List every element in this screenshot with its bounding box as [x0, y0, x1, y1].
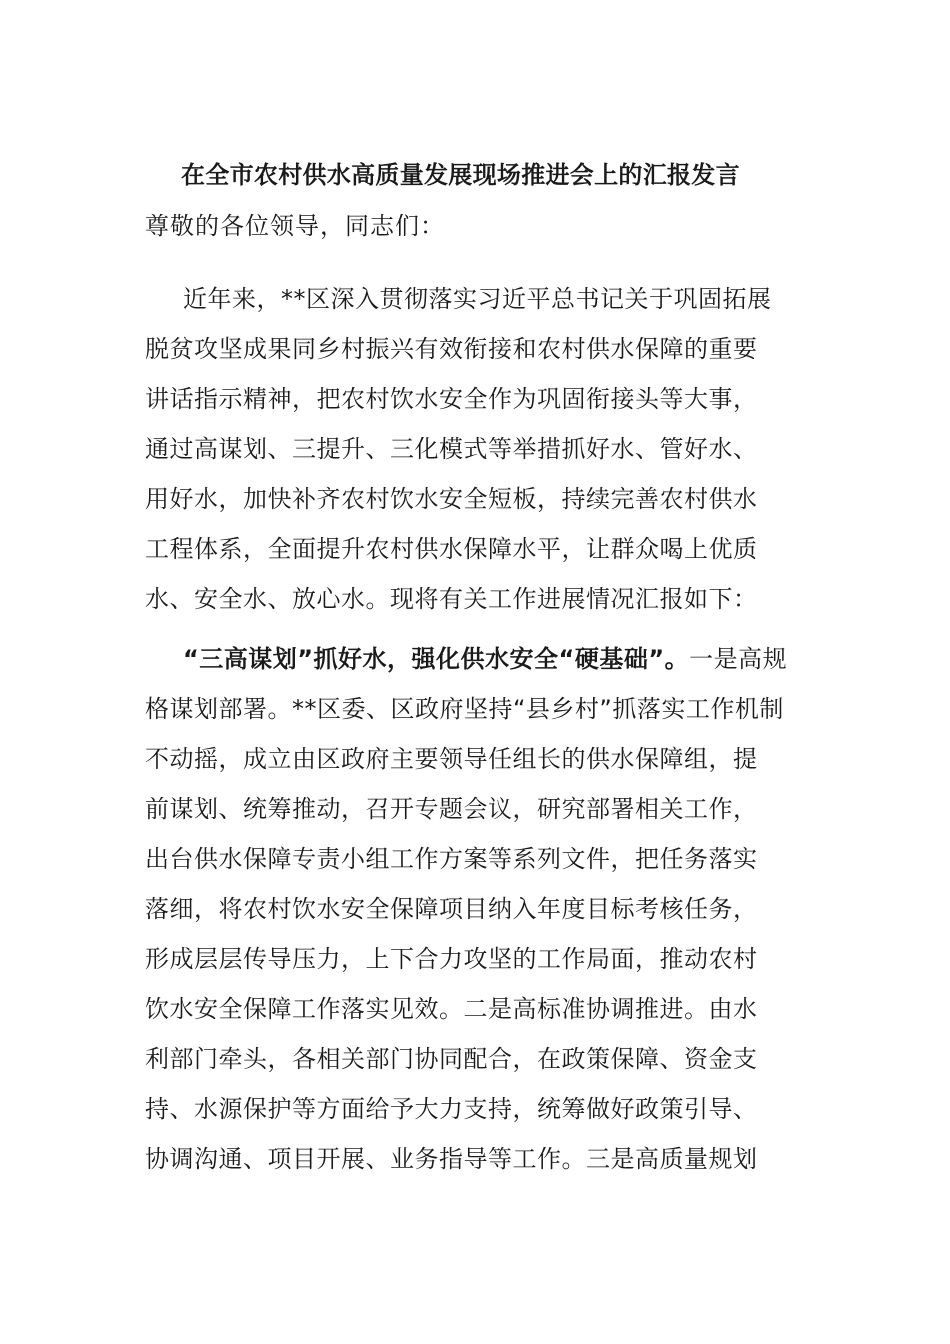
paragraph-line: 协调沟通、项目开展、业务指导等工作。三是高质量规划 — [145, 1145, 758, 1173]
paragraph-section-one — [145, 634, 807, 1184]
paragraph-first-line — [145, 634, 807, 684]
paragraph-line: 水、安全水、放心水。现将有关工作进展情况汇报如下： — [145, 585, 758, 613]
paragraph-line: 用好水，加快补齐农村饮水安全短板，持续完善农村供水 — [145, 485, 758, 513]
paragraph-line: 形成层层传导压力，上下合力攻坚的工作局面，推动农村 — [145, 945, 758, 973]
document-body — [145, 150, 807, 1184]
paragraph-line: 利部门牵头，各相关部门协同配合，在政策保障、资金支 — [145, 1045, 758, 1073]
paragraph-intro — [145, 274, 807, 624]
section-first-line-rest: 一是高规 — [689, 645, 788, 673]
paragraph-line: 脱贫攻坚成果同乡村振兴有效衔接和农村供水保障的重要 — [145, 335, 758, 363]
paragraph-line: 通过高谋划、三提升、三化模式等举措抓好水、管好水、 — [145, 435, 758, 463]
paragraph-line: 工程体系，全面提升农村供水保障水平，让群众喝上优质 — [145, 535, 758, 563]
paragraph-line: 格谋划部署。**区委、区政府坚持“县乡村”抓落实工作机制 — [145, 695, 784, 723]
paragraph-line: 饮水安全保障工作落实见效。二是高标准协调推进。由水 — [145, 995, 758, 1023]
paragraph-line: 近年来，**区深入贯彻落实习近平总书记关于巩固拓展 — [183, 285, 772, 313]
greeting: 尊敬的各位领导，同志们： — [145, 212, 445, 240]
paragraph-line: 出台供水保障专责小组工作方案等系列文件，把任务落实 — [145, 845, 758, 873]
section-heading: “三高谋划”抓好水，强化供水安全“硬基础”。 — [183, 645, 690, 673]
paragraph-line: 前谋划、统筹推动，召开专题会议，研究部署相关工作， — [145, 795, 758, 823]
paragraph-line: 落细，将农村饮水安全保障项目纳入年度目标考核任务， — [145, 895, 758, 923]
paragraph-line: 讲话指示精神，把农村饮水安全作为巩固衔接头等大事， — [145, 385, 758, 413]
document-title: 在全市农村供水高质量发展现场推进会上的汇报发言 — [181, 161, 740, 189]
paragraph-line: 不动摇，成立由区政府主要领导任组长的供水保障组，提 — [145, 745, 758, 773]
paragraph-line: 持、水源保护等方面给予大力支持，统筹做好政策引导、 — [145, 1095, 758, 1123]
